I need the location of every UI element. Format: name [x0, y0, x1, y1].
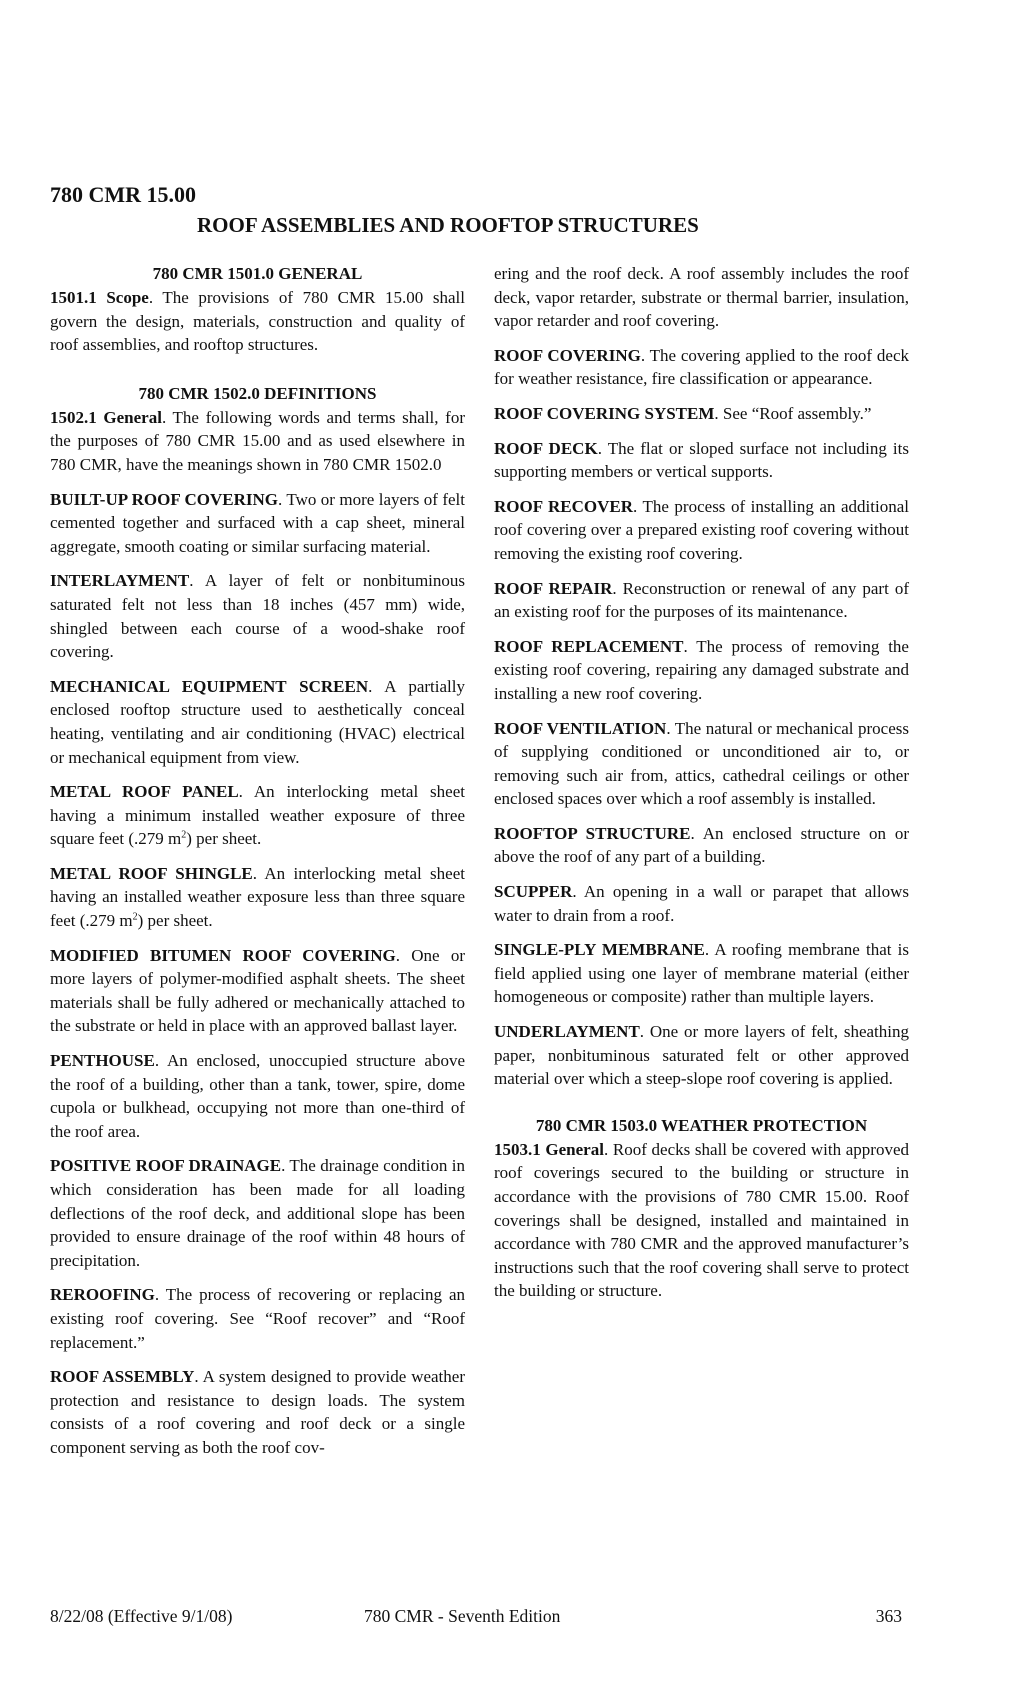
chapter-number: 780 CMR 15.00 [50, 182, 197, 207]
definition-term: ROOF REPAIR [494, 578, 613, 598]
definition-penthouse [50, 1049, 465, 1143]
definition-roof-recover [494, 495, 909, 566]
definition-reroofing [50, 1283, 465, 1354]
definition-metal-roof-shingle [50, 862, 465, 933]
definition-text: . One or more layers of polymer-modified asphalt sheets. The sheet materials shall be fully adhered or mechanically attached to the substrate or held in place with an approved ballast layer. [50, 945, 466, 1036]
definition-term: ROOF COVERING [494, 345, 641, 365]
definition-text: . Reconstruction or renewal of any part of an existing roof for the purposes of its maintenance. [494, 578, 909, 622]
definition-text: . The process of removing the existing roof covering, repairing any damaged substrate and installing a new roof covering. [494, 636, 909, 703]
definition-term: ROOF DECK [494, 438, 598, 458]
definition-rooftop-structure [494, 822, 909, 869]
definition-modified-bitumen [50, 944, 465, 1038]
section-heading-1501: 780 CMR 1501.0 GENERAL [152, 264, 363, 283]
definition-text: . A roofing membrane that is field applied using one layer of membrane material (either homogeneous or composite) rather than multiple layers. [494, 940, 909, 1007]
scope-paragraph [50, 286, 465, 357]
definition-text: . One or more layers of felt, sheathing paper, nonbituminous saturated felt or other approved material over which a steep-slope roof covering is applied. [494, 1022, 909, 1089]
definition-text: . An enclosed structure on or above the roof of any part of a building. [494, 823, 910, 867]
chapter-title: ROOF ASSEMBLIES AND ROOFTOP STRUCTURES [197, 213, 699, 237]
definition-term: UNDERLAYMENT [494, 1022, 640, 1042]
paragraph-term: 1503.1 General [494, 1139, 604, 1159]
definition-mechanical-equipment-screen [50, 675, 465, 769]
definition-built-up-roof-covering [50, 488, 465, 559]
definition-term: ROOF RECOVER [494, 496, 634, 516]
definition-term: ROOF COVERING SYSTEM [494, 403, 715, 423]
footer-date: 8/22/08 (Effective 9/1/08) [50, 1606, 233, 1626]
definition-term: ROOF VENTILATION [494, 718, 667, 738]
definition-text: . See “Roof assembly.” [714, 403, 872, 423]
definition-text: . The natural or mechanical process of supplying conditioned or unconditioned air to, or removing such air from, attics, cathedral ceilings or other enclosed spaces over which a roof assembly is installed. [494, 718, 909, 809]
definition-metal-roof-panel [50, 780, 465, 851]
definition-term: POSITIVE ROOF DRAINAGE [50, 1156, 282, 1176]
definition-text: . The flat or sloped surface not including its supporting members or vertical supports. [494, 438, 909, 482]
definition-single-ply-membrane [494, 938, 909, 1009]
definition-roof-covering [494, 344, 909, 391]
page-footer [50, 1606, 902, 1632]
section-heading-1503: 780 CMR 1503.0 WEATHER PROTECTION [535, 1115, 868, 1135]
definition-text: . The covering applied to the roof deck for weather resistance, fire classification or appearance. [494, 345, 909, 389]
definition-text: . A system designed to provide weather protection and resistance to design loads. The system consists of a roof covering and roof deck or a single component serving as both the roof cov- [50, 1367, 465, 1457]
definition-term: SCUPPER [494, 882, 573, 902]
definition-term: SINGLE-PLY MEMBRANE [494, 940, 705, 960]
definition-text-end: ) per sheet. [137, 911, 213, 931]
page-number: 363 [875, 1606, 902, 1626]
paragraph-term: 1502.1 General [50, 407, 162, 427]
section-heading-1502: 780 CMR 1502.0 DEFINITIONS [138, 383, 377, 403]
chapter-header [50, 182, 950, 238]
definition-text-end: ) per sheet. [186, 829, 262, 849]
definition-text: . The process of recovering or replacing an existing roof covering. See “Roof recover” and “Roof replacement.” [50, 1285, 465, 1352]
definition-underlayment [494, 1020, 909, 1091]
superscript: 2 [181, 829, 187, 841]
definition-term: ROOF REPLACEMENT [494, 636, 684, 656]
superscript: 2 [132, 911, 138, 923]
definition-term: METAL ROOF SHINGLE [50, 863, 253, 883]
roof-assembly-continuation: ering and the roof deck. A roof assembly includes the roof deck, vapor retarder, substrate or thermal barrier, insulation, vapor retarder and roof covering. [494, 264, 909, 331]
general-paragraph-1502 [50, 406, 465, 477]
definition-positive-roof-drainage [50, 1154, 465, 1272]
definition-text: . Two or more layers of felt cemented together and surfaced with a cap sheet, mineral aggregate, smooth coating or similar surfacing material. [50, 489, 465, 556]
definition-term: REROOFING [50, 1285, 155, 1305]
paragraph-text: . The provisions of 780 CMR 15.00 shall govern the design, materials, construction and quality of roof assemblies, and rooftop structures. [50, 288, 465, 355]
definition-text: . A partially enclosed rooftop structure used to aesthetically conceal heating, ventilating and air conditioning (HVAC) electrical or mechanical equipment from view. [50, 676, 465, 767]
definition-roof-covering-system [494, 402, 909, 426]
definition-term: ROOF ASSEMBLY [50, 1367, 195, 1387]
definition-term: METAL ROOF PANEL [50, 782, 239, 802]
definition-roof-replacement [494, 635, 909, 706]
definition-text: . An interlocking metal sheet having an installed weather exposure less than three square feet (.279 m [50, 863, 465, 931]
right-column [494, 262, 909, 1314]
footer-title: 780 CMR - Seventh Edition [364, 1606, 561, 1626]
definition-roof-ventilation [494, 717, 909, 811]
definition-roof-repair [494, 577, 909, 624]
definition-text: . An interlocking metal sheet having a minimum installed weather exposure of three square feet (.279 m [50, 782, 465, 849]
definition-term: BUILT-UP ROOF COVERING [50, 489, 279, 509]
definition-interlayment [50, 569, 465, 663]
definition-term: MECHANICAL EQUIPMENT SCREEN [50, 676, 369, 696]
definition-text: . A layer of felt or nonbituminous saturated felt not less than 18 inches (457 mm) wide, shingled between each course of a wood-shake roof covering. [50, 571, 465, 662]
definition-term: INTERLAYMENT [50, 571, 190, 591]
paragraph-text: . Roof decks shall be covered with approved roof coverings secured to the building or structure in accordance with the provisions of 780 CMR 15.00. Roof coverings shall be designed, installed and maintained in accordance with 780 CMR and the approved manufacturer’s instructions such that the roof covering shall serve to protect the building or structure. [494, 1139, 909, 1301]
definition-text: . The process of installing an additional roof covering over a prepared existing roof covering without removing the existing roof covering. [494, 496, 909, 563]
definition-text: . An enclosed, unoccupied structure above the roof of a building, other than a tank, tower, spire, dome cupola or bulkhead, occupying not more than one-third of the roof area. [50, 1051, 465, 1141]
left-column [50, 262, 465, 1471]
paragraph-text: . The following words and terms shall, for the purposes of 780 CMR 15.00 and as used elsewhere in 780 CMR, have the meanings shown in 780 CMR 1502.0 [50, 407, 465, 474]
definition-text: . The drainage condition in which consideration has been made for all loading deflections of the roof deck, and additional slope has been provided to ensure drainage of the roof within 48 hours of precipitation. [50, 1156, 465, 1270]
general-paragraph-1503 [494, 1138, 909, 1303]
definition-text: . An opening in a wall or parapet that allows water to drain from a roof. [494, 882, 909, 925]
definition-term: MODIFIED BITUMEN ROOF COVERING [50, 945, 396, 965]
definition-term: ROOFTOP STRUCTURE [494, 823, 691, 843]
definition-roof-assembly [50, 1365, 465, 1459]
definition-scupper [494, 880, 909, 927]
definition-roof-deck [494, 437, 909, 484]
paragraph-term: 1501.1 Scope [50, 288, 149, 307]
definition-term: PENTHOUSE [50, 1051, 155, 1071]
